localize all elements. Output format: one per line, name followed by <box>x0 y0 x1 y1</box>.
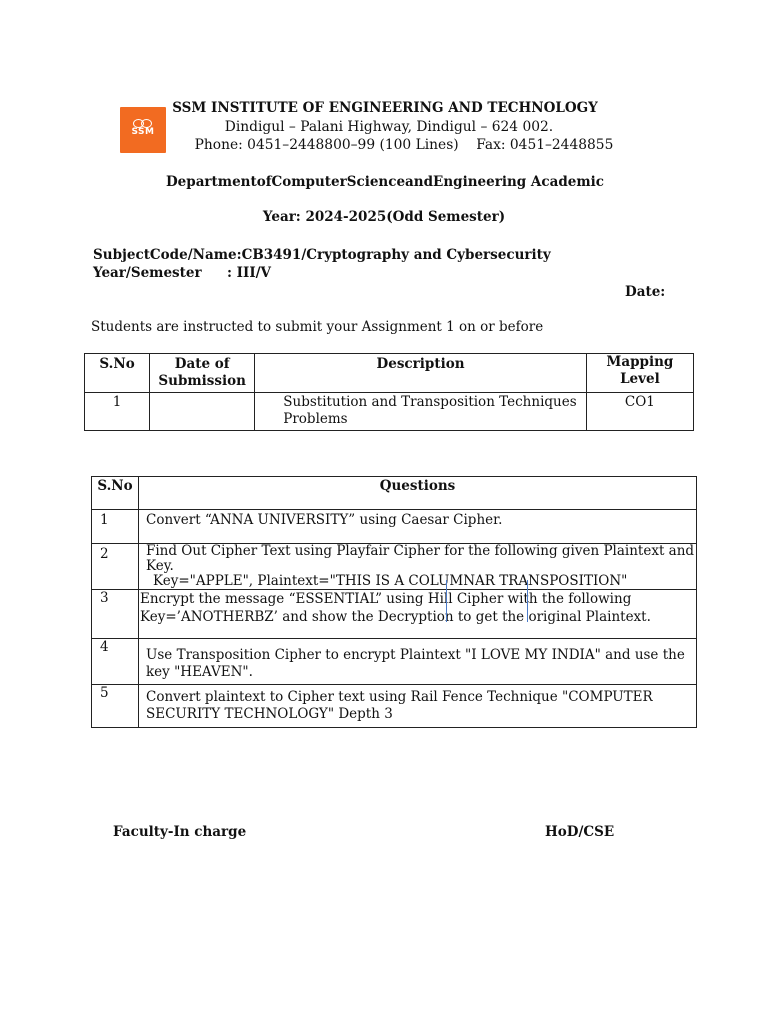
header-mapping: Mapping Level <box>586 354 693 393</box>
department-line: DepartmentofComputerScienceandEngineering Academic <box>165 174 605 190</box>
header-sno: S.No <box>92 477 139 510</box>
question-text: Find Out Cipher Text using Playfair Cipher for the following given Plaintext and Key. <box>146 543 695 574</box>
question-sno: 1 <box>92 510 139 544</box>
hod-signature-label: HoD/CSE <box>545 824 615 840</box>
questions-table <box>91 476 697 728</box>
question-text: Use Transposition Cipher to encrypt Plaintext "I LOVE MY INDIA" and use the key "HEAVEN". <box>139 639 697 685</box>
institute-address: Dindigul – Palani Highway, Dindigul – 624 002. <box>224 119 554 135</box>
text-selection-marker <box>446 580 528 622</box>
row-description: Substitution and Transposition Techniques Problems <box>255 393 587 431</box>
table-row <box>85 393 694 431</box>
question-sno: 5 <box>92 685 139 728</box>
semester-value: : III/V <box>227 265 272 281</box>
date-label: Date: <box>625 284 666 300</box>
row-mapping: CO1 <box>586 393 693 431</box>
question-cell <box>139 544 697 590</box>
question-text: Convert plaintext to Cipher text using Rail Fence Technique "COMPUTER SECURITY TECHNOLOGY" Depth 3 <box>139 685 697 728</box>
institute-contact: Phone: 0451–2448800–99 (100 Lines) Fax: 0451–2448855 <box>194 137 614 153</box>
table-row <box>92 685 697 728</box>
table-row <box>92 544 697 590</box>
question-sno: 3 <box>92 590 139 639</box>
semester-label: Year/Semester <box>93 265 202 281</box>
question-text-line2: Key=’ANOTHERBZ’ and show the Decryption to get the original Plaintext. <box>140 609 651 625</box>
questions-header-row <box>92 477 697 510</box>
logo-text: SSM <box>131 127 155 137</box>
question-text: Encrypt the message “ESSENTIAL” using Hill Cipher with the following <box>140 591 632 607</box>
table-row <box>92 510 697 544</box>
header-sno: S.No <box>85 354 150 393</box>
table-row <box>92 590 697 639</box>
assignment-header-row <box>85 354 694 393</box>
question-text-line2: Key="APPLE", Plaintext="THIS IS A COLUMNAR TRANSPOSITION" <box>153 573 628 589</box>
question-cell <box>139 590 697 639</box>
academic-year: Year: 2024-2025(Odd Semester) <box>262 209 506 225</box>
question-sno: 4 <box>92 639 139 685</box>
logo-subtext <box>143 137 144 141</box>
faculty-signature-label: Faculty-In charge <box>113 824 247 840</box>
question-sno: 2 <box>92 544 139 590</box>
assignment-table <box>84 353 694 431</box>
institute-logo <box>120 107 166 153</box>
instruction-text: Students are instructed to submit your Assignment 1 on or before <box>91 319 544 335</box>
header-questions: Questions <box>139 477 697 510</box>
header-date: Date of Submission <box>150 354 255 393</box>
institute-name: SSM INSTITUTE OF ENGINEERING AND TECHNOLOGY <box>172 100 598 116</box>
infinity-icon <box>133 119 153 127</box>
header-description: Description <box>255 354 587 393</box>
row-date <box>150 393 255 431</box>
subject-line: SubjectCode/Name:CB3491/Cryptography and Cybersecurity <box>93 247 551 263</box>
question-text: Convert “ANNA UNIVERSITY” using Caesar Cipher. <box>139 510 697 544</box>
row-sno: 1 <box>85 393 150 431</box>
table-row <box>92 639 697 685</box>
